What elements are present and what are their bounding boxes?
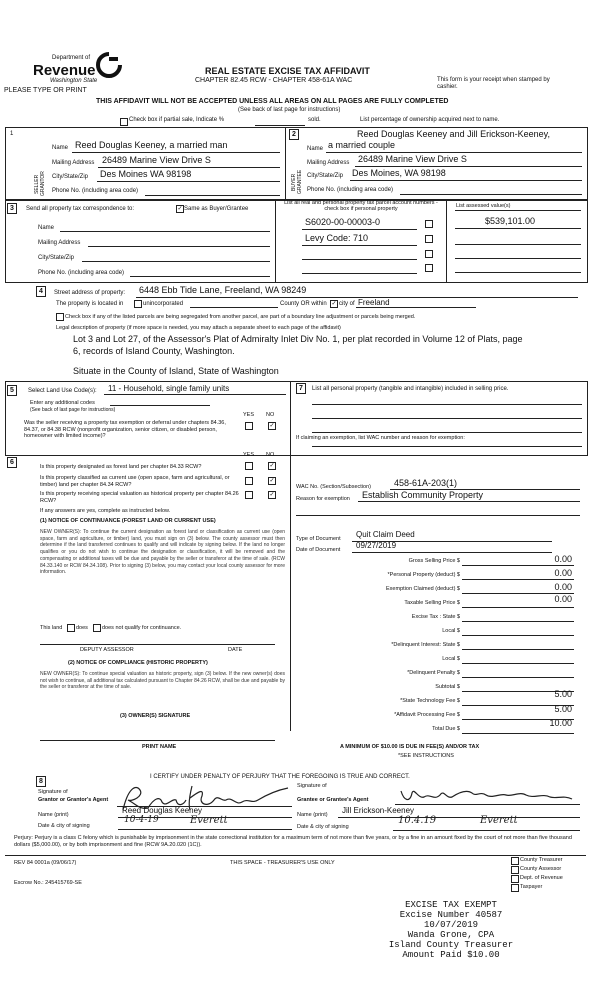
fee-label: *Delinquent Penalty $ <box>407 670 460 676</box>
grantor-date-label: Date & city of signing <box>38 823 90 829</box>
forest-land-question: Is this property designated as forest land per chapter 84.33 RCW? <box>40 464 202 470</box>
section-7-number: 7 <box>296 383 306 394</box>
parcel-number-2[interactable]: Levy Code: 710 <box>305 233 369 243</box>
property-street-address[interactable]: 6448 Ebb Tide Lane, Freeland, WA 98249 <box>139 285 307 295</box>
buyer-city[interactable]: Des Moines, WA 98198 <box>352 168 446 178</box>
seller-name[interactable]: Reed Douglas Keeney, a married man <box>75 140 228 150</box>
fee-label: Subtotal $ <box>435 684 460 690</box>
revenue-logo-icon <box>96 52 122 78</box>
form-title: REAL ESTATE EXCISE TAX AFFIDAVIT <box>205 66 370 76</box>
owner-signature-label: (3) OWNER(S) SIGNATURE <box>120 713 191 719</box>
correspondence-name-label: Name <box>38 225 55 231</box>
same-as-buyer-label: Same as Buyer/Grantee <box>184 206 249 212</box>
excise-tax-stamp <box>376 900 526 960</box>
land-use-code[interactable]: 11 - Household, single family units <box>108 384 230 393</box>
personal-property-label: List all personal property (tangible and intangible) included in selling price. <box>312 386 509 392</box>
grantor-signature-label-1: Signature of <box>38 789 68 795</box>
minimum-fee-note: A MINIMUM OF $10.00 IS DUE IN FEE(S) AND/OR TAX <box>340 744 480 750</box>
fee-label: Gross Selling Price $ <box>408 558 460 564</box>
copy-checkbox[interactable] <box>511 866 519 874</box>
city-of-label: city of <box>339 301 355 307</box>
correspondence-address-label: Mailing Address <box>38 240 81 246</box>
buyer-phone-label: Phone No. (including area code) <box>307 187 394 193</box>
stamp-line: Island County Treasurer <box>388 940 514 950</box>
unincorporated-checkbox[interactable] <box>134 300 142 308</box>
reason-for-exemption-label: Reason for exemption <box>296 496 350 502</box>
fee-value[interactable]: 0.00 <box>554 582 572 592</box>
forest-land-no-checkbox[interactable]: ✓ <box>269 463 275 469</box>
partial-sale-label: Check box if partial sale, Indicate % <box>129 117 225 123</box>
agency-state: Washington State <box>50 78 98 84</box>
fee-value[interactable]: 0.00 <box>554 568 572 578</box>
stamp-line: Wanda Grone, CPA <box>407 930 495 940</box>
fee-value[interactable]: 5.00 <box>554 704 572 714</box>
copy-checkbox[interactable] <box>511 875 519 883</box>
fee-label: Local $ <box>442 656 460 662</box>
certify-statement: I CERTIFY UNDER PENALTY OF PERJURY THAT THE FOREGOING IS TRUE AND CORRECT. <box>150 774 410 780</box>
section-6-number: 6 <box>7 457 17 468</box>
forest-land-yes-checkbox[interactable] <box>245 462 253 470</box>
buyer-side-label: BUYER GRANTEE <box>291 169 303 195</box>
document-type-label: Type of Document <box>296 536 341 542</box>
buyer-name-line2[interactable]: a married couple <box>328 140 396 150</box>
notice-of-continuance-title: (1) NOTICE OF CONTINUANCE (FOREST LAND OR CURRENT USE) <box>40 518 216 524</box>
buyer-name-line1[interactable]: Reed Douglas Keeney and Jill Erickson-Keeney, <box>357 129 550 139</box>
fee-label: *Personal Property (deduct) $ <box>387 572 460 578</box>
section6-yes-label: YES <box>243 452 255 458</box>
current-use-question: Is this property classified as current use (open space, farm and agricultural, or timber) land per chapter 84.34 RCW? <box>40 475 230 488</box>
same-as-buyer-checkbox[interactable]: ✓ <box>177 206 183 212</box>
segregated-checkbox[interactable] <box>56 313 64 321</box>
buyer-address[interactable]: 26489 Marine View Drive S <box>358 154 467 164</box>
grantee-print-name[interactable]: Jill Erickson-Keeney <box>342 806 415 815</box>
property-city[interactable]: Freeland <box>358 298 390 307</box>
please-type: PLEASE TYPE OR PRINT <box>4 87 87 94</box>
perjury-statement: Perjury: Perjury is a class C felony which is punishable by imprisonment in the state correctional institution for a maximum term of not more than five years, or by a fine in an amount fixed by the court of not more than five thousand dollars ($5,000.00), or by both imprisonment and fine (RCW 9A.20.020 (1C)). <box>14 835 572 848</box>
fee-label: Taxable Selling Price $ <box>404 600 460 606</box>
wac-number-label: WAC No. (Section/Subsection) <box>296 484 371 490</box>
notice-of-compliance-title: (2) NOTICE OF COMPLIANCE (HISTORIC PROPERTY) <box>68 660 208 666</box>
reason-for-exemption[interactable]: Establish Community Property <box>362 490 484 500</box>
document-date[interactable]: 09/27/2019 <box>356 541 397 550</box>
copy-label: Taxpayer <box>520 884 543 890</box>
copy-label: County Treasurer <box>520 857 563 863</box>
additional-codes-note: (See back of last page for instructions) <box>30 407 116 413</box>
grantee-signature <box>396 783 576 805</box>
deputy-date-label: DATE <box>228 647 243 653</box>
fee-label: Total Due $ <box>432 726 460 732</box>
fee-label: *State Technology Fee $ <box>400 698 460 704</box>
copy-checkbox[interactable] <box>511 857 519 865</box>
street-address-label: Street address of property: <box>54 290 126 296</box>
stamp-line: Excise Number 40587 <box>399 910 503 920</box>
agency-name: Revenue <box>33 62 96 79</box>
form-revision: REV 84 0001a (09/06/17) <box>14 860 77 866</box>
see-instructions-note: *SEE INSTRUCTIONS <box>398 753 454 759</box>
located-in-label: The property is located in <box>56 301 124 307</box>
agency-dept: Department of <box>52 55 91 61</box>
see-back-instructions: (See back of last page for instructions) <box>238 107 341 113</box>
seller-phone-label: Phone No. (including area code) <box>52 188 139 194</box>
send-correspondence-label: Send all property tax correspondence to: <box>26 206 135 212</box>
section-5-number: 5 <box>7 385 17 396</box>
grantor-name-label: Name (print) <box>38 812 69 818</box>
form-subtitle: CHAPTER 82.45 RCW - CHAPTER 458-61A WAC <box>195 77 353 84</box>
additional-codes-label: Enter any additional codes <box>30 400 95 406</box>
wac-number[interactable]: 458-61A-203(1) <box>394 478 458 488</box>
grantee-date-label: Date & city of signing <box>297 824 349 830</box>
buyer-name-label: Name <box>307 146 324 152</box>
grantor-print-name[interactable]: Reed Douglas Keeney <box>122 806 203 815</box>
section-1-number: 1 <box>10 131 14 137</box>
receipt-note: This form is your receipt when stamped by cashier. <box>437 77 550 90</box>
segregated-label: Check box if any of the listed parcels are being segregated from another parcel, are part of a boundary line adjustment or parcels being merged. <box>65 314 416 320</box>
fee-value[interactable]: 10.00 <box>549 718 572 728</box>
seller-exemption-yes-checkbox[interactable] <box>245 422 253 430</box>
legal-description-line3[interactable]: Situate in the County of Island, State of Washington <box>73 366 279 376</box>
assessed-value-1[interactable]: $539,101.00 <box>485 216 536 226</box>
grantor-signing-date[interactable]: 10-4-19 <box>124 815 159 825</box>
ownership-note: List percentage of ownership acquired next to name. <box>360 117 500 123</box>
unincorporated-label: unincorporated <box>143 301 184 307</box>
partial-sale-checkbox[interactable] <box>120 118 128 126</box>
print-name-label: PRINT NAME <box>142 744 177 750</box>
claiming-exemption-label: If claiming an exemption, list WAC number and reason for exemption: <box>296 435 465 441</box>
copy-label: County Assessor <box>520 866 562 872</box>
section-8-number: 8 <box>36 776 46 787</box>
document-type[interactable]: Quit Claim Deed <box>356 530 415 539</box>
section5-no-label: NO <box>266 412 275 418</box>
grantee-signature-label-2: Grantee or Grantee's Agent <box>297 797 369 803</box>
fee-value[interactable]: 0.00 <box>554 554 572 564</box>
seller-exemption-question: Was the seller receiving a property tax exemption or deferral under chapters 84.36, 84.37, or 84.38 RCW (nonprofit organization, senior citizen, or disabled person, homeowner with limited income)? <box>24 420 226 439</box>
seller-address[interactable]: 26489 Marine View Drive S <box>102 155 211 165</box>
land-does-not-label: does not qualify for continuance. <box>102 625 182 631</box>
section6-no-label: NO <box>266 452 275 458</box>
notice-of-continuance-body: NEW OWNER(S): To continue the current designation as forest land or classification as current use (open space, farm and agriculture, or timber) land, you must sign on (3) below. The county assessor must then determine if the land transferred continues to qualify and will indicate by signing below. If the land no longer qualifies or you do not wish to continue the designation or classification, it will be removed and the compensating or additional taxes will be due and payable by the seller or transferor at the time of sale. (RCW 84.33.140 or RCW 84.34.108). Prior to signing (3) below, you may contact your local county assessor for more information. <box>40 529 285 576</box>
copy-label: Dept. of Revenue <box>520 875 563 881</box>
assessed-header: List assessed value(s) <box>456 203 511 209</box>
fee-value[interactable]: 5.00 <box>554 689 572 699</box>
fee-value[interactable]: 0.00 <box>554 594 572 604</box>
land-does-not-checkbox[interactable] <box>93 624 101 632</box>
seller-side-label: SELLER GRANTOR <box>34 171 46 196</box>
deputy-assessor-label: DEPUTY ASSESSOR <box>80 647 134 653</box>
section-3-number: 3 <box>7 203 17 214</box>
parcel-header: List all real and personal property tax parcel account numbers - check box if personal property <box>284 200 438 212</box>
correspondence-city-label: City/State/Zip <box>38 255 75 261</box>
fee-label: *Delinquent Interest: State $ <box>391 642 460 648</box>
stamp-line: Amount Paid $10.00 <box>402 950 500 960</box>
historic-question: Is this property receiving special valuation as historical property per chapter 84.26 RCW? <box>40 491 239 504</box>
seller-city[interactable]: Des Moines WA 98198 <box>100 169 192 179</box>
grantor-signature-label-2: Grantor or Grantor's Agent <box>38 797 109 803</box>
fee-label: *Affidavit Processing Fee $ <box>394 712 460 718</box>
fee-label: Local $ <box>442 628 460 634</box>
stamp-line: EXCISE TAX EXEMPT <box>405 900 497 910</box>
city-of-checkbox[interactable]: ✓ <box>331 301 337 307</box>
if-yes-instructions: If any answers are yes, complete as instructed below. <box>40 508 171 514</box>
notice-of-compliance-body: NEW OWNER(S): To continue special valuation as historic property, sign (3) below. If the new owner(s) does not wish to continue, all additional tax calculated pursuant to Chapter 84.26 RCW, shall be due and payable by the seller or transferor at the time of sale. <box>40 671 285 691</box>
personal-property-checkbox-1[interactable] <box>425 220 433 228</box>
warning-text: THIS AFFIDAVIT WILL NOT BE ACCEPTED UNLESS ALL AREAS ON ALL PAGES ARE FULLY COMPLETED <box>96 98 449 105</box>
historic-yes-checkbox[interactable] <box>245 491 253 499</box>
seller-city-label: City/State/Zip <box>52 174 89 180</box>
grantee-signing-date[interactable]: 10.4.19 <box>398 815 437 826</box>
fee-label: Exemption Claimed (deduct) $ <box>386 586 460 592</box>
grantee-signing-city[interactable]: Everett <box>480 815 518 826</box>
land-use-label: Select Land Use Code(s): <box>28 388 97 394</box>
grantor-signing-city[interactable]: Everett <box>190 815 228 826</box>
personal-property-checkbox-2[interactable] <box>425 235 433 243</box>
historic-no-checkbox[interactable]: ✓ <box>269 492 275 498</box>
personal-property-checkbox-4[interactable] <box>425 264 433 272</box>
section5-yes-label: YES <box>243 412 255 418</box>
current-use-no-checkbox[interactable]: ✓ <box>269 478 275 484</box>
stamp-line: 10/07/2019 <box>423 920 478 930</box>
legal-description-line1[interactable]: Lot 3 and Lot 27, of the Assessor's Plat of Admiralty Inlet Div No. 1, per plat recorded in Volume 12 of Plats, page <box>73 334 523 344</box>
treasurer-use-only: THIS SPACE - TREASURER'S USE ONLY <box>230 860 335 866</box>
grantee-name-label: Name (print) <box>297 812 328 818</box>
legal-description-line2[interactable]: 6, records of Island County, Washington. <box>73 346 235 356</box>
buyer-city-label: City/State/Zip <box>307 173 344 179</box>
personal-property-checkbox-3[interactable] <box>425 250 433 258</box>
copy-checkbox[interactable] <box>511 884 519 892</box>
grantee-signature-label-1: Signature of <box>297 783 327 789</box>
buyer-address-label: Mailing Address <box>307 160 350 166</box>
section-2-number: 2 <box>289 129 299 140</box>
document-date-label: Date of Document <box>296 547 341 553</box>
correspondence-phone-label: Phone No. (including area code) <box>38 270 125 276</box>
section-4-number: 4 <box>36 286 46 297</box>
seller-name-label: Name <box>52 145 69 151</box>
current-use-yes-checkbox[interactable] <box>245 477 253 485</box>
parcel-number-1[interactable]: S6020-00-00003-0 <box>305 217 381 227</box>
escrow-number: Escrow No.: 245415769-SE <box>14 880 82 886</box>
county-or-within-label: County OR within <box>280 301 327 307</box>
land-does-label: does <box>76 625 88 631</box>
this-land-label: This land <box>40 625 63 631</box>
seller-exemption-no-checkbox[interactable]: ✓ <box>269 423 275 429</box>
seller-address-label: Mailing Address <box>52 160 95 166</box>
fee-label: Excise Tax : State $ <box>411 614 460 620</box>
legal-description-label: Legal description of property (if more space is needed, you may attach a separate sheet to each page of the affidavit) <box>56 325 341 331</box>
sold-label: sold. <box>308 117 321 123</box>
land-does-checkbox[interactable] <box>67 624 75 632</box>
